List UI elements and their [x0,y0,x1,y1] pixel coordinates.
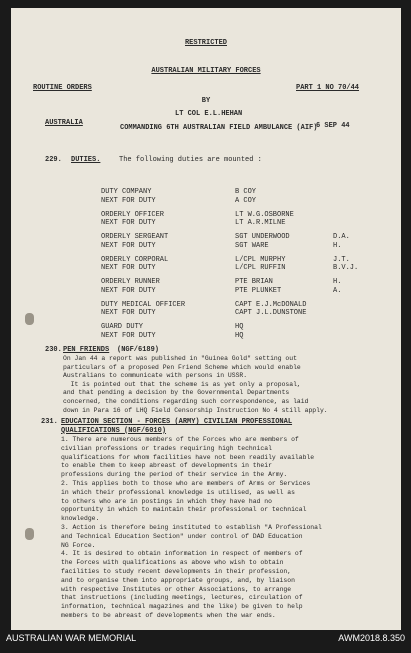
text-line: concerned, the conditions regarding such correspondence, as laid [63,398,309,405]
text-line: On Jan 44 a report was published in "Guinea Gold" setting out [63,355,297,362]
duty-initials: H. [333,278,342,286]
text-line: It is pointed out that the scheme is as yet only a proposal, [63,380,301,388]
text-line: facilities to study recent developments in their profession, [61,568,292,575]
text-line: that instructions (including meetings, lectures, circulation of [61,594,303,602]
duty-name: NEXT FOR DUTY [101,219,156,227]
section-229-intro: The following duties are mounted : [119,156,262,164]
duty-assignee: SGT WARE [235,241,269,250]
duty-assignee: LT W.G.OSBORNE [235,210,294,219]
punch-hole [25,313,34,325]
text-line: with respective Institutes or other Associations, to arrange [61,585,292,593]
duty-assignee: L/CPL MURPHY [235,255,286,264]
duty-name: NEXT FOR DUTY [101,331,156,340]
duty-initials: B.V.J. [333,264,359,272]
duty-assignee: HQ [235,331,244,340]
order-reference: PART 1 NO 70/44 [296,84,360,92]
text-line: 2. This applies both to those who are members of Arms or Services [61,480,311,487]
punch-hole [25,528,34,540]
text-line: down in Para 16 of LHQ Field Censorship Instruction No 4 still apply. [63,406,328,414]
text-line: qualifications for whom facilities have not been readily available [61,453,315,461]
text-line: and Technical Education Section" under control of DAD Education [61,532,303,540]
text-line: and to organise them into appropriate groups, and, by liaison [61,576,295,584]
duty-name: NEXT FOR DUTY [101,196,156,205]
duty-assignee: HQ [235,323,244,331]
text-line: knowledge. [61,515,100,523]
duty-assignee: PTE BRIAN [235,278,273,286]
duty-assignee: CAPT E.J.McDONALD [235,300,307,309]
text-line: to others who are in postings in which they have had no [61,497,272,505]
text-line: civilian professions or trades requiring high technical [61,444,272,452]
footer-institution: AUSTRALIAN WAR MEMORIAL [6,633,137,643]
duty-name: ORDERLY CORPORAL [101,255,169,264]
duty-assignee: B COY [235,188,257,196]
unit-line: AUSTRALIAN MILITARY FORCES [151,67,261,75]
duty-initials: D.A. [333,233,350,241]
duty-name: DUTY MEDICAL OFFICER [101,300,186,309]
text-line: opportunity in which to maintain their professional or technical [61,506,307,514]
duty-assignee: PTE PLUNKET [235,286,282,295]
section-230-ref: (NGF/6189) [117,346,160,354]
section-230-title: PEN FRIENDS [63,346,110,354]
text-line: professions during the period of their service in the Army. [61,471,288,479]
duty-name: NEXT FOR DUTY [101,309,156,317]
text-line: 3. Action is therefore being instituted to establish "A Professional [61,524,322,531]
text-line: the Forces with qualifications as above who wish to obtain [61,559,284,567]
text-line: 4. It is desired to obtain information in respect of members of [61,550,303,558]
section-229-number: 229. [45,156,62,164]
duty-initials: A. [333,286,342,295]
duty-name: GUARD DUTY [101,323,144,331]
text-line: in which their professional knowledge is utilised, as well as [61,488,295,496]
section-229-title: DUTIES. [71,156,101,164]
location: AUSTRALIA [45,119,83,127]
duty-name: NEXT FOR DUTY [101,264,156,272]
duty-name: NEXT FOR DUTY [101,286,156,295]
duty-name: DUTY COMPANY [101,188,152,196]
duty-assignee: SGT UNDERWOOD [235,233,290,241]
duty-initials: H. [333,241,342,250]
text-line: EDUCATION SECTION - FORCES (ARMY) CIVILIAN PROFESSIONAL [61,418,293,426]
order-date: 6 SEP 44 [316,122,350,130]
text-line: particulars of a proposed Pen Friend Scheme which would enable [63,363,301,371]
text-line: to enable them to keep abreast of developments in their [61,462,272,470]
duty-initials: J.T. [333,255,350,264]
duty-name: ORDERLY OFFICER [101,210,165,219]
duty-name: NEXT FOR DUTY [101,241,156,250]
appointment: COMMANDING 6TH AUSTRALIAN FIELD AMBULANCE (AIF) [120,124,318,132]
duty-assignee: A COY [235,196,257,205]
section-230-number: 230. [45,346,62,354]
routine-orders-label: ROUTINE ORDERS [33,84,92,92]
text-line: NG Force. [61,541,96,549]
duty-assignee: CAPT J.L.DUNSTONE [235,309,307,317]
commander-name: LT COL E.L.HEHAN [175,110,243,118]
duty-assignee: L/CPL RUFFIN [235,264,286,272]
by-label: BY [201,97,211,105]
document-page [11,8,401,630]
text-line: Australians to communicate with persons in USSR. [63,372,248,380]
text-line: information, technical magazines and the like) be given to help [61,603,303,611]
footer-accession-number: AWM2018.8.350 [338,633,405,643]
duty-name: ORDERLY SERGEANT [101,233,169,241]
classification: RESTRICTED [184,39,227,47]
duty-assignee: LT A.R.MILNE [235,219,286,227]
duty-name: ORDERLY RUNNER [101,278,160,286]
section-231-number: 231. [41,418,58,426]
text-line: 1. There are numerous members of the Forces who are members of [61,436,299,443]
text-line: members to be abreast of developments when the war ends. [61,612,276,619]
text-line: QUALIFICATIONS (NGF/6010) [61,426,167,435]
text-line: and that pending a decision by the Governmental Departments [63,389,290,397]
